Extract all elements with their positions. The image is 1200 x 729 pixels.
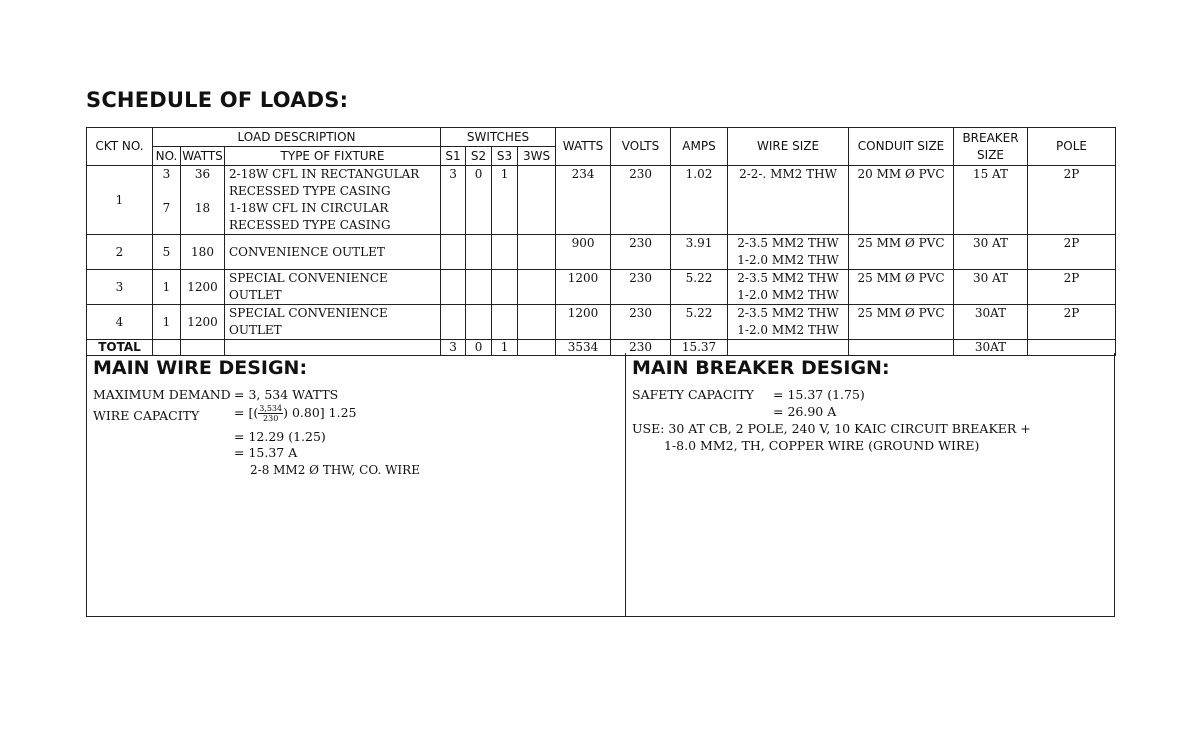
cell-amps: 1.02 bbox=[671, 166, 728, 235]
cell-volts: 230 bbox=[611, 235, 671, 270]
equation-suffix: ) 0.80] 1.25 bbox=[283, 405, 357, 420]
total-breaker: 30AT bbox=[954, 340, 1028, 356]
equation-fraction bbox=[258, 404, 283, 423]
header-breaker-size: BREAKER SIZE bbox=[954, 128, 1028, 166]
cell-type-of-fixture: SPECIAL CONVENIENCE OUTLET bbox=[225, 305, 441, 340]
cell-watts-sub: 1200 bbox=[181, 305, 225, 340]
header-s3: S3 bbox=[492, 147, 518, 166]
main-breaker-design-heading: MAIN BREAKER DESIGN: bbox=[632, 357, 890, 379]
header-conduit-size: CONDUIT SIZE bbox=[849, 128, 954, 166]
header-watts-sub: WATTS bbox=[181, 147, 225, 166]
cell-conduit-size: 25 MM Ø PVC bbox=[849, 235, 954, 270]
header-s2: S2 bbox=[466, 147, 492, 166]
header-type-of-fixture: TYPE OF FIXTURE bbox=[225, 147, 441, 166]
cell-conduit-size: 25 MM Ø PVC bbox=[849, 270, 954, 305]
cell-breaker-size: 30 AT bbox=[954, 270, 1028, 305]
safety-capacity-value: = 15.37 (1.75) bbox=[773, 387, 865, 402]
header-s1: S1 bbox=[441, 147, 466, 166]
cell-amps: 5.22 bbox=[671, 305, 728, 340]
header-no: NO. bbox=[153, 147, 181, 166]
cell-s1 bbox=[441, 235, 466, 270]
cell-watts: 1200 bbox=[556, 270, 611, 305]
table-row bbox=[87, 270, 1116, 305]
total-s3: 1 bbox=[492, 340, 518, 356]
header-3ws: 3WS bbox=[518, 147, 556, 166]
cell-volts: 230 bbox=[611, 270, 671, 305]
fraction-numerator: 3,534 bbox=[259, 404, 283, 413]
cell-volts: 230 bbox=[611, 166, 671, 235]
cell-amps: 3.91 bbox=[671, 235, 728, 270]
cell-3ws bbox=[518, 235, 556, 270]
cell-3ws bbox=[518, 166, 556, 235]
cell-3ws bbox=[518, 270, 556, 305]
cell-no: 5 bbox=[153, 235, 181, 270]
wire-calc-line-4: = 15.37 A bbox=[234, 445, 298, 460]
design-section bbox=[86, 353, 1115, 617]
page-title: SCHEDULE OF LOADS: bbox=[86, 88, 349, 112]
header-ckt-no: CKT NO. bbox=[87, 128, 153, 166]
total-s1: 3 bbox=[441, 340, 466, 356]
equation-prefix: = [( bbox=[234, 405, 259, 420]
cell-s2 bbox=[466, 305, 492, 340]
cell-watts: 900 bbox=[556, 235, 611, 270]
use-line-2: 1-8.0 MM2, TH, COPPER WIRE (GROUND WIRE) bbox=[664, 438, 980, 453]
fraction-denominator: 230 bbox=[263, 414, 279, 423]
main-wire-design-heading: MAIN WIRE DESIGN: bbox=[93, 357, 308, 379]
cell-pole: 2P bbox=[1028, 270, 1116, 305]
total-s2: 0 bbox=[466, 340, 492, 356]
cell-no: 1 bbox=[153, 270, 181, 305]
header-pole: POLE bbox=[1028, 128, 1116, 166]
header-switches: SWITCHES bbox=[441, 128, 556, 147]
table-row bbox=[87, 305, 1116, 340]
total-label: TOTAL bbox=[87, 340, 153, 356]
cell-s1: 3 bbox=[441, 166, 466, 235]
cell-breaker-size: 30AT bbox=[954, 305, 1028, 340]
cell-s3 bbox=[492, 235, 518, 270]
cell-watts-sub: 1200 bbox=[181, 270, 225, 305]
total-watts: 3534 bbox=[556, 340, 611, 356]
cell-wire-size: 2-3.5 MM2 THW 1-2.0 MM2 THW bbox=[728, 305, 849, 340]
cell-s2: 0 bbox=[466, 166, 492, 235]
cell-watts-sub: 36 18 bbox=[181, 166, 225, 235]
cell-pole: 2P bbox=[1028, 166, 1116, 235]
cell-no: 1 bbox=[153, 305, 181, 340]
schedule-of-loads-table bbox=[86, 127, 1116, 356]
cell-conduit-size: 25 MM Ø PVC bbox=[849, 305, 954, 340]
cell-s3: 1 bbox=[492, 166, 518, 235]
wire-calc-line-3: = 12.29 (1.25) bbox=[234, 429, 326, 444]
header-volts: VOLTS bbox=[611, 128, 671, 166]
cell-breaker-size: 15 AT bbox=[954, 166, 1028, 235]
safety-capacity-result: = 26.90 A bbox=[773, 404, 837, 419]
cell-wire-size: 2-3.5 MM2 THW 1-2.0 MM2 THW bbox=[728, 270, 849, 305]
wire-calc-result: 2-8 MM2 Ø THW, CO. WIRE bbox=[250, 463, 420, 477]
cell-conduit-size: 20 MM Ø PVC bbox=[849, 166, 954, 235]
cell-ckt: 4 bbox=[87, 305, 153, 340]
cell-s2 bbox=[466, 270, 492, 305]
cell-3ws bbox=[518, 305, 556, 340]
cell-wire-size: 2-3.5 MM2 THW 1-2.0 MM2 THW bbox=[728, 235, 849, 270]
cell-watts-sub: 180 bbox=[181, 235, 225, 270]
cell-s2 bbox=[466, 235, 492, 270]
max-demand-label: MAXIMUM DEMAND bbox=[93, 387, 231, 402]
wire-capacity-equation bbox=[234, 404, 356, 423]
table-row bbox=[87, 166, 1116, 235]
header-row-1 bbox=[87, 128, 1116, 147]
cell-ckt: 2 bbox=[87, 235, 153, 270]
main-wire-design-panel bbox=[87, 353, 626, 616]
max-demand-value: = 3, 534 WATTS bbox=[234, 387, 339, 402]
header-wire-size: WIRE SIZE bbox=[728, 128, 849, 166]
cell-type-of-fixture: SPECIAL CONVENIENCE OUTLET bbox=[225, 270, 441, 305]
cell-s3 bbox=[492, 270, 518, 305]
cell-s1 bbox=[441, 305, 466, 340]
table-row bbox=[87, 235, 1116, 270]
total-amps: 15.37 bbox=[671, 340, 728, 356]
cell-s1 bbox=[441, 270, 466, 305]
header-amps: AMPS bbox=[671, 128, 728, 166]
header-load-description: LOAD DESCRIPTION bbox=[153, 128, 441, 147]
cell-s3 bbox=[492, 305, 518, 340]
header-watts: WATTS bbox=[556, 128, 611, 166]
cell-type-of-fixture: CONVENIENCE OUTLET bbox=[225, 235, 441, 270]
cell-pole: 2P bbox=[1028, 235, 1116, 270]
cell-pole: 2P bbox=[1028, 305, 1116, 340]
use-line-1: USE: 30 AT CB, 2 POLE, 240 V, 10 KAIC CIRCUIT BREAKER + bbox=[632, 421, 1031, 436]
main-breaker-design-panel bbox=[626, 353, 1114, 616]
cell-ckt: 1 bbox=[87, 166, 153, 235]
total-volts: 230 bbox=[611, 340, 671, 356]
cell-watts: 1200 bbox=[556, 305, 611, 340]
wire-capacity-label: WIRE CAPACITY bbox=[93, 408, 200, 423]
cell-volts: 230 bbox=[611, 305, 671, 340]
safety-capacity-label: SAFETY CAPACITY bbox=[632, 387, 754, 402]
cell-breaker-size: 30 AT bbox=[954, 235, 1028, 270]
cell-type-of-fixture: 2-18W CFL IN RECTANGULAR RECESSED TYPE CASING 1-18W CFL IN CIRCULAR RECESSED TYPE CASING bbox=[225, 166, 441, 235]
cell-amps: 5.22 bbox=[671, 270, 728, 305]
cell-wire-size: 2-2-. MM2 THW bbox=[728, 166, 849, 235]
cell-watts: 234 bbox=[556, 166, 611, 235]
cell-no: 3 7 bbox=[153, 166, 181, 235]
cell-ckt: 3 bbox=[87, 270, 153, 305]
